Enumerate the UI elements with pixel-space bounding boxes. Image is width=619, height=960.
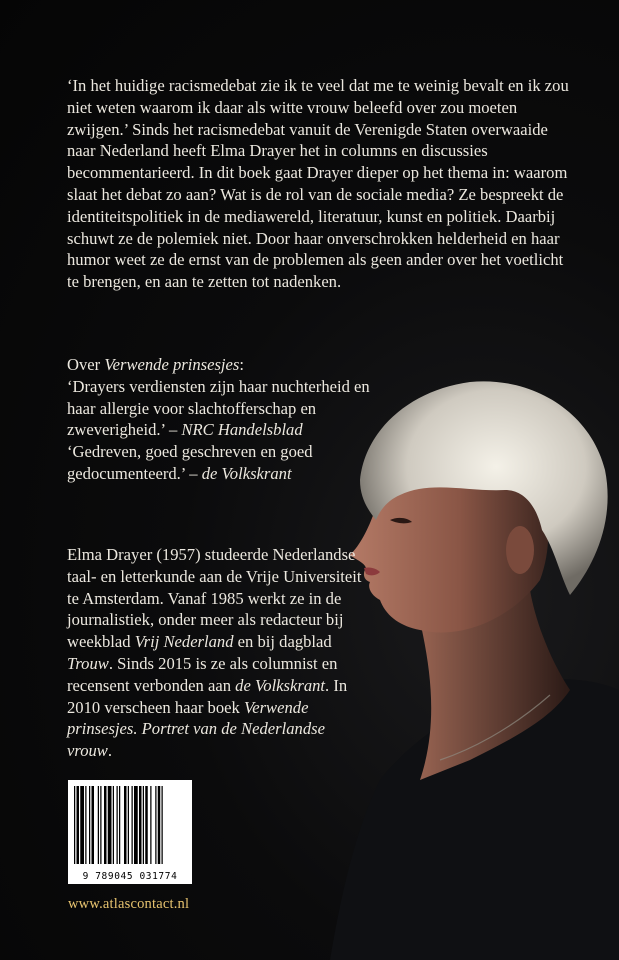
barcode-bar	[80, 786, 84, 864]
barcode-bar	[85, 786, 86, 864]
barcode-bar	[134, 786, 138, 864]
barcode-bar	[132, 786, 133, 864]
barcode-bar	[128, 786, 129, 864]
quotes-intro-prefix: Over	[67, 355, 105, 374]
barcode-bar	[162, 786, 163, 864]
quotes-intro	[67, 354, 377, 376]
quotes-intro-suffix: :	[239, 355, 244, 374]
barcode-bar	[158, 786, 161, 864]
barcode-bar	[117, 786, 118, 864]
description-paragraph: ‘In het huidige racismedebat zie ik te veel dat me te weinig bevalt en ik zou niet weten waarom ik daar als witte vrouw beleefd over zou moeten zwijgen.’ Sinds het racismedebat vanuit de Verenigde Staten overwaaide naar Nederland heeft Elma Drayer het in columns en discussies becommentarieerd. In dit boek gaat Drayer dieper op het thema in: waarom slaat het debat zo aan? Wat is de rol van de sociale media? Ze bespreekt de identiteitspolitiek in de mediawereld, literatuur, kunst en politiek. Daarbij schuwt ze de polemiek niet. Door haar onverschrokken helderheid en haar humor weet ze de ernst van de problemen als geen ander over het voetlicht te brengen, en aan te zetten tot nadenken.	[67, 76, 569, 292]
bio-text-5: .	[107, 741, 113, 761]
barcode-bar	[77, 786, 80, 864]
barcode-bar	[150, 786, 151, 864]
barcode-bar	[119, 786, 120, 864]
bio-italic-trouw: Trouw	[67, 653, 109, 673]
bio-text-1: Elma Drayer (1957) studeerde Nederlandse taal- en letterkunde aan de Vrije Universiteit te Amsterdam. Vanaf 1985 werkt ze in de journalistiek, onder meer als redacteur bij weekblad	[67, 545, 362, 652]
bio-italic-book-title: Verwende prinsesjes. Portret van de Nederlandse vrouw	[67, 697, 325, 761]
bio-italic-vrij-nederland: Vrij Nederland	[134, 632, 234, 652]
publisher-url[interactable]: www.atlascontact.nl	[68, 896, 190, 912]
quote-volkskrant	[67, 441, 377, 485]
barcode-bar	[92, 786, 95, 864]
barcode-bars	[68, 780, 192, 868]
quotes-intro-title: Verwende prinsesjes	[104, 355, 240, 374]
book-description	[67, 75, 572, 293]
bio-text-3: . Sinds 2015 is ze als columnist en recensent verbonden aan	[67, 653, 338, 695]
press-quotes	[67, 354, 377, 485]
barcode-bar	[155, 786, 156, 864]
barcode-bar	[89, 786, 90, 864]
barcode-bar	[139, 786, 142, 864]
quote-nrc-text: ‘Drayers verdiensten zijn haar nuchterheid en haar allergie voor slachtofferschap en zweverigheid.’	[67, 376, 370, 440]
bio-text-2: en bij dagblad	[233, 632, 332, 652]
bio-italic-volkskrant: de Volkskrant	[235, 675, 326, 695]
barcode-bar	[124, 786, 127, 864]
barcode-bar	[108, 786, 112, 864]
barcode-bar	[145, 786, 148, 864]
barcode-bar	[104, 786, 107, 864]
barcode-bar	[98, 786, 99, 864]
barcode-bar	[113, 786, 114, 864]
isbn-barcode	[68, 780, 192, 884]
author-bio-paragraph	[67, 544, 367, 762]
quote-volkskrant-text: ‘Gedreven, goed geschreven en goed gedocumenteerd.’	[67, 442, 313, 483]
author-bio	[67, 544, 367, 762]
quote-volkskrant-source: – de Volkskrant	[189, 463, 292, 483]
barcode-bar	[143, 786, 144, 864]
barcode-bar	[100, 786, 101, 864]
quote-nrc-source: – NRC Handelsblad	[168, 420, 303, 440]
barcode-bar	[74, 786, 75, 864]
bio-text-4: . In 2010 verscheen haar boek	[67, 675, 348, 717]
quote-nrc	[67, 376, 377, 441]
isbn-number: 9 789045 031774	[82, 871, 178, 882]
